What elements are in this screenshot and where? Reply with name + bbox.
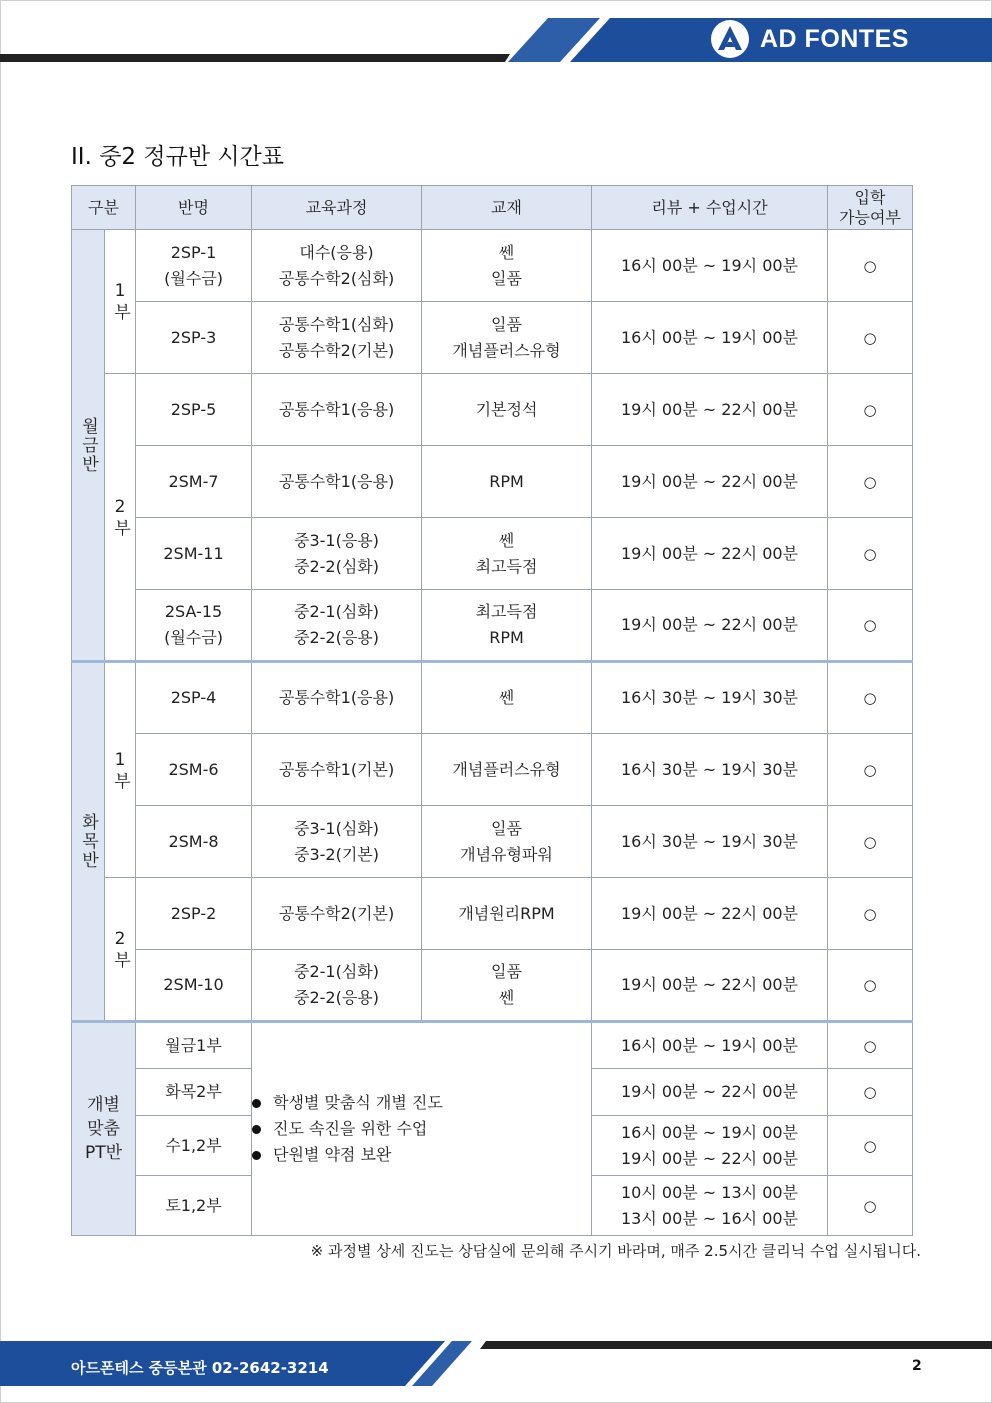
class-cell: 수1,2부	[136, 1116, 252, 1176]
time-line: 10시 00분 ~ 13시 00분	[621, 1182, 799, 1202]
col-header-book: 교재	[422, 186, 592, 230]
course-cell	[252, 518, 422, 590]
class-cell: 2SP-2	[136, 878, 252, 950]
course-cell: 공통수학1(기본)	[252, 734, 422, 806]
class-name: 2SP-1	[170, 242, 217, 262]
book-cell	[422, 806, 592, 878]
col-header-availability-line1: 입학	[854, 187, 886, 207]
availability-mark: ○	[828, 1176, 913, 1236]
bullet-icon	[252, 1151, 261, 1160]
brand-name: AD FONTES	[760, 24, 909, 53]
book-cell: 개념플러스유형	[422, 734, 592, 806]
availability-mark: ○	[828, 374, 913, 446]
class-cell: 2SM-10	[136, 950, 252, 1022]
course-line: 대수(응용)	[299, 242, 374, 262]
class-cell: 토1,2부	[136, 1176, 252, 1236]
header-dark-stripe	[0, 54, 510, 62]
book-cell	[422, 590, 592, 662]
col-header-availability	[828, 186, 913, 230]
book-line: 최고득점	[475, 602, 538, 621]
class-cell: 2SM-8	[136, 806, 252, 878]
class-cell: 월금1부	[136, 1022, 252, 1069]
class-cell	[136, 230, 252, 302]
course-cell: 공통수학1(응용)	[252, 446, 422, 518]
book-cell	[422, 950, 592, 1022]
book-line: 일품	[491, 818, 522, 838]
course-line: 중2-2(심화)	[294, 556, 380, 576]
part-label: 1부	[105, 230, 136, 374]
time-cell: 19시 00분 ~ 22시 00분	[592, 878, 828, 950]
bullet-item	[252, 1116, 591, 1142]
course-line: 공통수학2(심화)	[278, 268, 395, 288]
class-cell: 화목2부	[136, 1069, 252, 1116]
time-cell: 16시 00분 ~ 19시 00분	[592, 1022, 828, 1069]
class-cell: 2SP-4	[136, 662, 252, 734]
pt-description	[252, 1022, 592, 1236]
table-row	[72, 878, 913, 950]
book-cell	[422, 518, 592, 590]
time-cell	[592, 1116, 828, 1176]
availability-mark: ○	[828, 734, 913, 806]
table-row	[72, 446, 913, 518]
course-cell	[252, 950, 422, 1022]
group-pt-line: 맞춤	[87, 1119, 120, 1139]
course-line: 중2-2(응용)	[294, 628, 380, 647]
course-line: 중3-2(기본)	[294, 844, 380, 864]
time-line: 19시 00분 ~ 22시 00분	[621, 1148, 799, 1168]
col-header-class: 반명	[136, 186, 252, 230]
timetable	[71, 185, 913, 1236]
group-tue-thu: 화목반	[72, 662, 105, 1022]
class-cell: 2SM-6	[136, 734, 252, 806]
table-row	[72, 662, 913, 734]
course-line: 중3-1(응용)	[294, 530, 380, 550]
availability-mark: ○	[828, 302, 913, 374]
book-line: 일품	[491, 962, 522, 981]
book-line: 쎈	[498, 242, 515, 262]
class-cell: 2SP-5	[136, 374, 252, 446]
time-cell: 16시 00분 ~ 19시 00분	[592, 302, 828, 374]
part-label: 1부	[105, 662, 136, 878]
table-row	[72, 734, 913, 806]
course-cell	[252, 590, 422, 662]
course-line: 공통수학1(심화)	[278, 314, 395, 334]
book-cell: 개념원리RPM	[422, 878, 592, 950]
time-cell	[592, 1176, 828, 1236]
book-cell	[422, 302, 592, 374]
table-row	[72, 950, 913, 1022]
footer-dark-stripe	[480, 1341, 992, 1349]
group-mon-fri: 월금반	[72, 230, 105, 662]
book-cell: 기본정석	[422, 374, 592, 446]
book-line: 최고득점	[475, 556, 538, 576]
page-title: II. 중2 정규반 시간표	[71, 144, 284, 170]
class-days: (월수금)	[164, 268, 223, 288]
availability-mark: ○	[828, 230, 913, 302]
course-cell: 공통수학1(응용)	[252, 374, 422, 446]
time-cell: 19시 00분 ~ 22시 00분	[592, 518, 828, 590]
availability-mark: ○	[828, 878, 913, 950]
class-cell: 2SM-7	[136, 446, 252, 518]
course-cell	[252, 230, 422, 302]
book-line: 쎈	[498, 988, 515, 1007]
table-row	[72, 806, 913, 878]
time-line: 13시 00분 ~ 16시 00분	[621, 1208, 799, 1228]
time-cell: 16시 30분 ~ 19시 30분	[592, 734, 828, 806]
course-line: 공통수학2(기본)	[278, 340, 395, 360]
bullet-item	[252, 1090, 591, 1116]
book-line: 일품	[491, 268, 522, 288]
table-row	[72, 1022, 913, 1069]
time-cell: 19시 00분 ~ 22시 00분	[592, 590, 828, 662]
col-header-category: 구분	[72, 186, 136, 230]
group-pt	[72, 1022, 136, 1236]
part-label: 2부	[105, 878, 136, 1022]
time-cell: 19시 00분 ~ 22시 00분	[592, 446, 828, 518]
col-header-course: 교육과정	[252, 186, 422, 230]
group-pt-line: 개별	[87, 1095, 120, 1115]
availability-mark: ○	[828, 518, 913, 590]
col-header-availability-line2: 가능여부	[839, 207, 901, 227]
course-cell: 공통수학1(응용)	[252, 662, 422, 734]
footer-contact: 아드폰테스 중등본관 02-2642-3214	[71, 1359, 329, 1377]
group-pt-line: PT반	[84, 1143, 123, 1163]
availability-mark: ○	[828, 662, 913, 734]
time-line: 16시 00분 ~ 19시 00분	[621, 1122, 799, 1142]
time-cell: 19시 00분 ~ 22시 00분	[592, 950, 828, 1022]
course-line: 중2-2(응용)	[294, 988, 380, 1007]
bullet-icon	[252, 1125, 261, 1134]
course-cell	[252, 806, 422, 878]
book-cell: 쎈	[422, 662, 592, 734]
course-cell	[252, 302, 422, 374]
logo-a-icon	[710, 19, 750, 59]
book-line: 일품	[491, 314, 522, 334]
time-cell: 16시 30분 ~ 19시 30분	[592, 806, 828, 878]
bullet-text: 진도 속진을 위한 수업	[273, 1119, 428, 1138]
book-line: 쎈	[498, 530, 515, 550]
course-line: 중2-1(심화)	[294, 962, 380, 981]
bullet-item	[252, 1142, 591, 1168]
header-row	[72, 186, 913, 230]
table-row	[72, 374, 913, 446]
time-cell: 16시 30분 ~ 19시 30분	[592, 662, 828, 734]
time-cell: 16시 00분 ~ 19시 00분	[592, 230, 828, 302]
availability-mark: ○	[828, 1116, 913, 1176]
book-cell	[422, 230, 592, 302]
part-label: 2부	[105, 374, 136, 662]
logo	[710, 18, 909, 60]
col-header-time: 리뷰 + 수업시간	[592, 186, 828, 230]
book-cell: RPM	[422, 446, 592, 518]
time-cell: 19시 00분 ~ 22시 00분	[592, 1069, 828, 1116]
bullet-icon	[252, 1099, 261, 1108]
footnote: ※ 과정별 상세 진도는 상담실에 문의해 주시기 바라며, 매주 2.5시간 클리닉 수업 실시됩니다.	[310, 1242, 921, 1260]
book-line: 개념유형파워	[460, 844, 553, 864]
class-days: (월수금)	[164, 628, 223, 647]
course-cell: 공통수학2(기본)	[252, 878, 422, 950]
bullet-text: 단원별 약점 보완	[273, 1145, 392, 1164]
book-line: 개념플러스유형	[452, 340, 561, 360]
class-cell: 2SP-3	[136, 302, 252, 374]
availability-mark: ○	[828, 446, 913, 518]
table-row	[72, 230, 913, 302]
class-cell	[136, 590, 252, 662]
page-number: 2	[912, 1358, 922, 1374]
time-cell: 19시 00분 ~ 22시 00분	[592, 374, 828, 446]
class-name: 2SA-15	[164, 602, 223, 621]
availability-mark: ○	[828, 950, 913, 1022]
availability-mark: ○	[828, 1069, 913, 1116]
table-row	[72, 302, 913, 374]
class-cell: 2SM-11	[136, 518, 252, 590]
book-line: RPM	[489, 628, 524, 647]
course-line: 중3-1(심화)	[294, 818, 380, 838]
availability-mark: ○	[828, 806, 913, 878]
course-line: 중2-1(심화)	[294, 602, 380, 621]
availability-mark: ○	[828, 590, 913, 662]
table-row	[72, 590, 913, 662]
bullet-text: 학생별 맞춤식 개별 진도	[273, 1093, 443, 1112]
table-row	[72, 518, 913, 590]
availability-mark: ○	[828, 1022, 913, 1069]
